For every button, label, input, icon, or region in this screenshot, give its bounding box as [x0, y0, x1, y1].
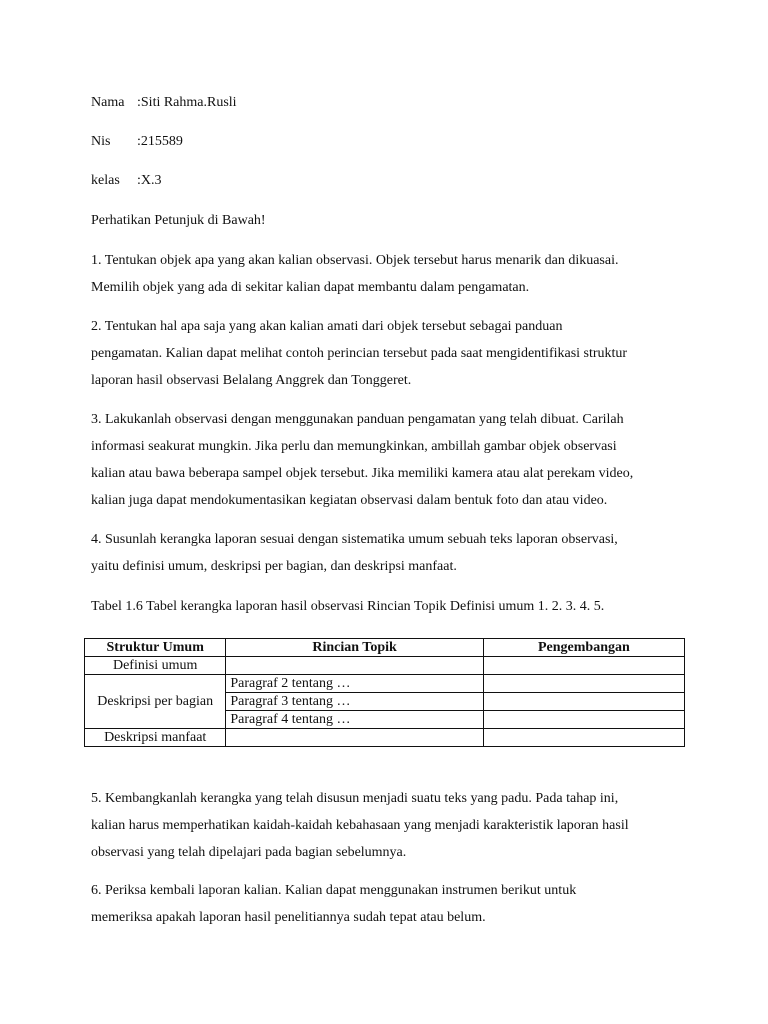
paragraph-line: kalian atau bawa beberapa sampel objek tersebut. Jika memiliki kamera atau alat perekam video,: [91, 466, 634, 481]
step-paragraph: [91, 406, 681, 514]
paragraph-line: 3. Lakukanlah observasi dengan menggunakan panduan pengamatan yang telah dibuat. Carilah: [91, 412, 624, 427]
column-header: Rincian Topik: [226, 639, 483, 657]
paragraph-line: 5. Kembangkanlah kerangka yang telah disusun menjadi suatu teks yang padu. Pada tahap ini,: [91, 791, 619, 806]
step-paragraph: [91, 526, 681, 580]
table-cell: Paragraf 2 tentang …: [226, 675, 483, 693]
table-cell: [483, 657, 684, 675]
name-label: Nama: [91, 95, 125, 110]
step-paragraph: [91, 247, 681, 301]
table-cell: Deskripsi per bagian: [85, 675, 226, 729]
paragraph-line: laporan hasil observasi Belalang Anggrek dan Tonggeret.: [91, 373, 412, 388]
name-value: :Siti Rahma.Rusli: [137, 95, 237, 110]
column-header: Struktur Umum: [85, 639, 226, 657]
nis-value: :215589: [137, 134, 183, 149]
table-cell: [483, 693, 684, 711]
table-cell: [483, 729, 684, 747]
paragraph-line: 4. Susunlah kerangka laporan sesuai dengan sistematika umum sebuah teks laporan observasi,: [91, 532, 618, 547]
column-header: Pengembangan: [483, 639, 684, 657]
paragraph-line: 2. Tentukan hal apa saja yang akan kalian amati dari objek tersebut sebagai panduan: [91, 319, 563, 334]
table-header-row: [85, 639, 685, 657]
table-cell: [226, 729, 483, 747]
table-cell: Definisi umum: [85, 657, 226, 675]
paragraph-line: observasi yang telah dipelajari pada bagian sebelumnya.: [91, 845, 407, 860]
kerangka-table: [84, 638, 685, 747]
table-cell: [483, 675, 684, 693]
paragraph-line: yaitu definisi umum, deskripsi per bagian, dan deskripsi manfaat.: [91, 559, 457, 574]
nis-label: Nis: [91, 134, 111, 149]
step-paragraph: [91, 877, 681, 931]
paragraph-line: Memilih objek yang ada di sekitar kalian dapat membantu dalam pengamatan.: [91, 280, 530, 295]
table-cell: [226, 657, 483, 675]
kelas-value: :X.3: [137, 173, 162, 188]
paragraph-line: 6. Periksa kembali laporan kalian. Kalian dapat menggunakan instrumen berikut untuk: [91, 883, 577, 898]
table-caption: Tabel 1.6 Tabel kerangka laporan hasil observasi Rincian Topik Definisi umum 1. 2. 3. 4. 5.: [91, 599, 605, 614]
step-paragraph: [91, 785, 681, 866]
kelas-label: kelas: [91, 173, 120, 188]
step-paragraph: [91, 313, 681, 394]
paragraph-line: kalian juga dapat mendokumentasikan kegiatan observasi dalam bentuk foto dan atau video.: [91, 493, 608, 508]
table-row: [85, 675, 685, 693]
table-row: [85, 729, 685, 747]
paragraph-line: memeriksa apakah laporan hasil penelitiannya sudah tepat atau belum.: [91, 910, 486, 925]
paragraph-line: informasi seakurat mungkin. Jika perlu dan memungkinkan, ambillah gambar objek observasi: [91, 439, 617, 454]
table-row: [85, 657, 685, 675]
table-cell: Paragraf 3 tentang …: [226, 693, 483, 711]
table-cell: Deskripsi manfaat: [85, 729, 226, 747]
table-cell: [483, 711, 684, 729]
paragraph-line: kalian harus memperhatikan kaidah-kaidah kebahasaan yang menjadi karakteristik laporan hasil: [91, 818, 629, 833]
instruction-heading: Perhatikan Petunjuk di Bawah!: [91, 213, 266, 228]
paragraph-line: 1. Tentukan objek apa yang akan kalian observasi. Objek tersebut harus menarik dan dikuasai.: [91, 253, 619, 268]
paragraph-line: pengamatan. Kalian dapat melihat contoh perincian tersebut pada saat mengidentifikasi struktur: [91, 346, 628, 361]
table-cell: Paragraf 4 tentang …: [226, 711, 483, 729]
